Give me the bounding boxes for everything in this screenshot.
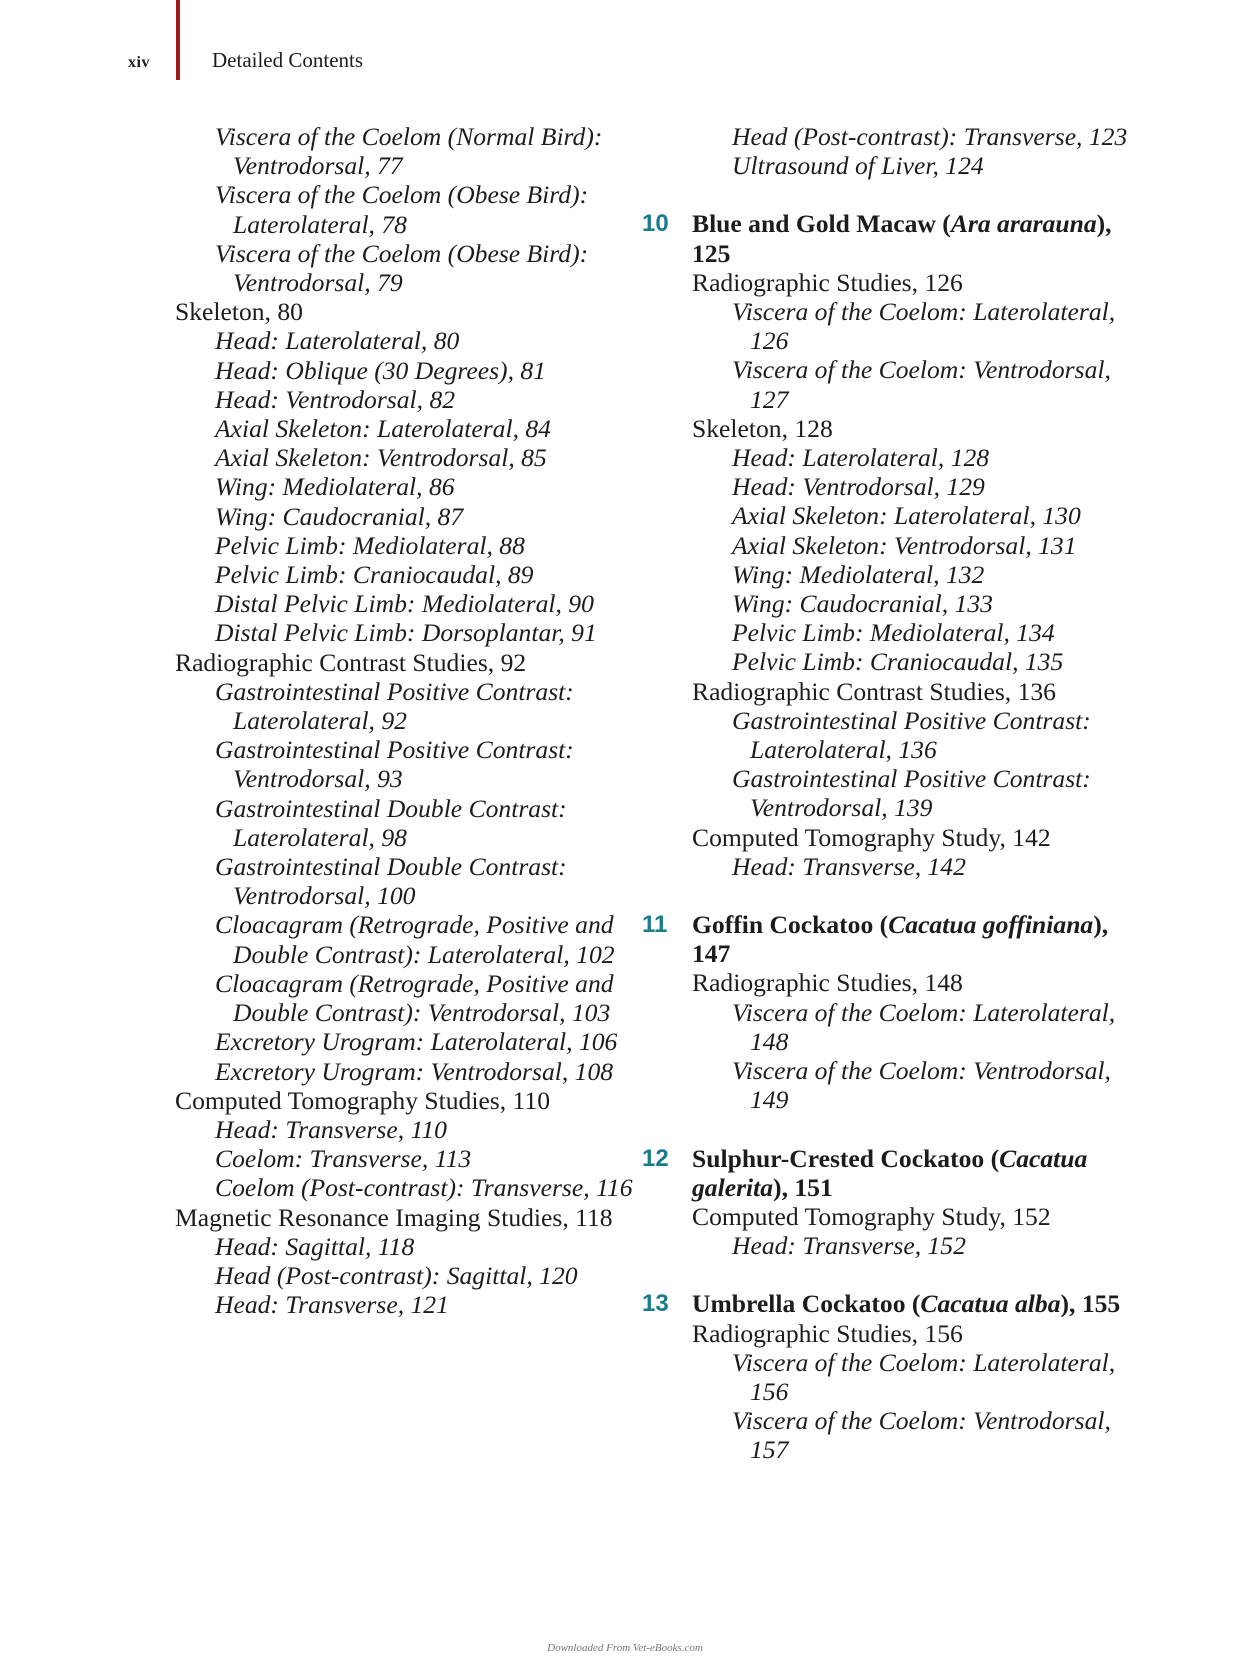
chapter-scientific-name: Cacatua goffiniana <box>888 910 1094 940</box>
toc-subsection-entry[interactable]: Pelvic Limb: Craniocaudal, 135 <box>732 647 1064 677</box>
chapter-page: ), 125 <box>692 209 1112 268</box>
toc-section-entry[interactable]: Magnetic Resonance Imaging Studies, 118 <box>175 1202 613 1232</box>
toc-subsection-entry[interactable]: Cloacagram (Retrograde, Positive and Double Contrast): Laterolateral, 102 <box>215 910 615 969</box>
toc-chapter-entry[interactable] <box>642 910 1147 969</box>
toc-subsection-entry[interactable]: Axial Skeleton: Ventrodorsal, 85 <box>215 443 547 473</box>
toc-subsection-entry[interactable]: Head: Transverse, 121 <box>215 1290 449 1320</box>
toc-subsection-entry[interactable]: Head (Post-contrast): Transverse, 123 <box>732 122 1128 151</box>
chapter-spacer <box>692 881 1147 910</box>
chapter-number: 11 <box>642 911 668 939</box>
toc-column-right <box>642 122 1147 1465</box>
toc-subsection-entry[interactable]: Coelom (Post-contrast): Transverse, 116 <box>215 1173 633 1203</box>
toc-subsection-entry[interactable]: Gastrointestinal Positive Contrast: Laterolateral, 136 <box>732 705 1091 765</box>
chapter-number: 10 <box>642 210 669 238</box>
toc-section-entry[interactable]: Radiographic Studies, 148 <box>692 968 963 998</box>
toc-chapter-entry[interactable] <box>642 209 1147 268</box>
toc-subsection-entry[interactable]: Head: Transverse, 110 <box>215 1114 447 1144</box>
toc-section-entry[interactable]: Radiographic Studies, 156 <box>692 1318 963 1348</box>
toc-subsection-entry[interactable]: Axial Skeleton: Ventrodorsal, 131 <box>732 530 1077 560</box>
chapter-number: 12 <box>642 1144 669 1172</box>
toc-subsection-entry[interactable]: Viscera of the Coelom: Laterolateral, 148 <box>732 997 1116 1056</box>
toc-subsection-entry[interactable]: Viscera of the Coelom: Ventrodorsal, 157 <box>732 1406 1111 1465</box>
chapter-page: ), 147 <box>692 910 1109 969</box>
toc-subsection-entry[interactable]: Viscera of the Coelom (Obese Bird): Laterolateral, 78 <box>215 180 589 239</box>
chapter-scientific-name: Cacatua galerita <box>692 1143 1088 1202</box>
toc-section-entry[interactable]: Computed Tomography Study, 142 <box>692 822 1051 852</box>
toc-subsection-entry[interactable]: Head: Laterolateral, 128 <box>732 443 990 473</box>
toc-subsection-entry[interactable]: Ultrasound of Liver, 124 <box>732 151 984 181</box>
chapter-title: Sulphur-Crested Cockatoo ( <box>692 1143 1000 1173</box>
toc-subsection-entry[interactable]: Gastrointestinal Positive Contrast: Laterolateral, 92 <box>215 676 574 736</box>
toc-subsection-entry[interactable]: Head: Ventrodorsal, 129 <box>732 472 985 502</box>
toc-subsection-entry[interactable]: Distal Pelvic Limb: Mediolateral, 90 <box>215 589 594 619</box>
chapter-title: Blue and Gold Macaw ( <box>692 209 951 239</box>
toc-subsection-entry[interactable]: Cloacagram (Retrograde, Positive and Double Contrast): Ventrodorsal, 103 <box>215 968 614 1028</box>
chapter-page: ), 151 <box>773 1172 833 1202</box>
toc-chapter-entry[interactable] <box>642 1289 1147 1319</box>
chapter-number: 13 <box>642 1290 669 1318</box>
toc-subsection-entry[interactable]: Excretory Urogram: Laterolateral, 106 <box>215 1027 618 1057</box>
toc-subsection-entry[interactable]: Viscera of the Coelom: Ventrodorsal, 149 <box>732 1056 1111 1115</box>
toc-section-entry[interactable]: Radiographic Contrast Studies, 92 <box>175 647 527 677</box>
toc-chapter-entry[interactable] <box>642 1143 1147 1202</box>
toc-subsection-entry[interactable]: Excretory Urogram: Ventrodorsal, 108 <box>215 1056 614 1086</box>
toc-column-left <box>175 122 645 1319</box>
toc-section-entry[interactable]: Radiographic Contrast Studies, 136 <box>692 676 1056 706</box>
toc-subsection-entry[interactable]: Wing: Mediolateral, 132 <box>732 559 985 589</box>
toc-subsection-entry[interactable]: Head (Post-contrast): Sagittal, 120 <box>215 1260 578 1290</box>
toc-subsection-entry[interactable]: Pelvic Limb: Craniocaudal, 89 <box>215 560 534 590</box>
toc-subsection-entry[interactable]: Viscera of the Coelom (Obese Bird): Ventrodorsal, 79 <box>215 238 589 298</box>
chapter-scientific-name: Ara ararauna <box>950 209 1097 239</box>
toc-subsection-entry[interactable]: Pelvic Limb: Mediolateral, 134 <box>732 618 1055 648</box>
chapter-title: Umbrella Cockatoo ( <box>692 1289 921 1319</box>
toc-subsection-entry[interactable]: Wing: Caudocranial, 133 <box>732 589 993 619</box>
toc-subsection-entry[interactable]: Head: Laterolateral, 80 <box>215 326 460 356</box>
toc-section-entry[interactable]: Computed Tomography Studies, 110 <box>175 1085 550 1115</box>
toc-section-entry[interactable]: Skeleton, 80 <box>175 297 303 327</box>
toc-section-entry[interactable]: Radiographic Studies, 126 <box>692 267 963 297</box>
toc-subsection-entry[interactable]: Viscera of the Coelom: Ventrodorsal, 127 <box>732 355 1111 414</box>
toc-section-entry[interactable]: Skeleton, 128 <box>692 413 833 443</box>
chapter-scientific-name: Cacatua alba <box>920 1289 1061 1319</box>
page-number: xiv <box>128 54 150 71</box>
toc-subsection-entry[interactable]: Viscera of the Coelom (Normal Bird): Ventrodorsal, 77 <box>215 122 603 181</box>
toc-subsection-entry[interactable]: Wing: Mediolateral, 86 <box>215 472 455 502</box>
toc-subsection-entry[interactable]: Distal Pelvic Limb: Dorsoplantar, 91 <box>215 618 597 648</box>
toc-subsection-entry[interactable]: Head: Sagittal, 118 <box>215 1231 415 1261</box>
toc-subsection-entry[interactable]: Gastrointestinal Double Contrast: Laterolateral, 98 <box>215 793 567 852</box>
toc-subsection-entry[interactable]: Head: Ventrodorsal, 82 <box>215 384 456 414</box>
chapter-spacer <box>692 1115 1147 1144</box>
toc-subsection-entry[interactable]: Head: Oblique (30 Degrees), 81 <box>215 355 546 385</box>
toc-subsection-entry[interactable]: Axial Skeleton: Laterolateral, 84 <box>215 414 551 444</box>
chapter-spacer <box>692 180 1147 209</box>
toc-subsection-entry[interactable]: Viscera of the Coelom: Laterolateral, 126 <box>732 297 1116 356</box>
toc-subsection-entry[interactable]: Pelvic Limb: Mediolateral, 88 <box>215 530 525 560</box>
toc-subsection-entry[interactable]: Gastrointestinal Double Contrast: Ventrodorsal, 100 <box>215 852 567 911</box>
toc-subsection-entry[interactable]: Viscera of the Coelom: Laterolateral, 156 <box>732 1347 1116 1406</box>
chapter-page: ), 155 <box>1060 1289 1121 1319</box>
toc-subsection-entry[interactable]: Gastrointestinal Positive Contrast: Ventrodorsal, 93 <box>215 735 574 794</box>
header-rule <box>176 0 180 80</box>
toc-subsection-entry[interactable]: Axial Skeleton: Laterolateral, 130 <box>732 501 1081 531</box>
toc-section-entry[interactable]: Computed Tomography Study, 152 <box>692 1201 1051 1231</box>
toc-subsection-entry[interactable]: Wing: Caudocranial, 87 <box>215 501 464 531</box>
toc-subsection-entry[interactable]: Head: Transverse, 152 <box>732 1231 966 1261</box>
toc-subsection-entry[interactable]: Coelom: Transverse, 113 <box>215 1144 472 1174</box>
watermark: Downloaded From Vet-eBooks.com <box>547 1642 703 1654</box>
chapter-spacer <box>692 1260 1147 1289</box>
toc-subsection-entry[interactable]: Head: Transverse, 142 <box>732 851 966 881</box>
chapter-title: Goffin Cockatoo ( <box>692 910 889 940</box>
toc-subsection-entry[interactable]: Gastrointestinal Positive Contrast: Ventrodorsal, 139 <box>732 764 1091 823</box>
running-title: Detailed Contents <box>212 48 364 72</box>
